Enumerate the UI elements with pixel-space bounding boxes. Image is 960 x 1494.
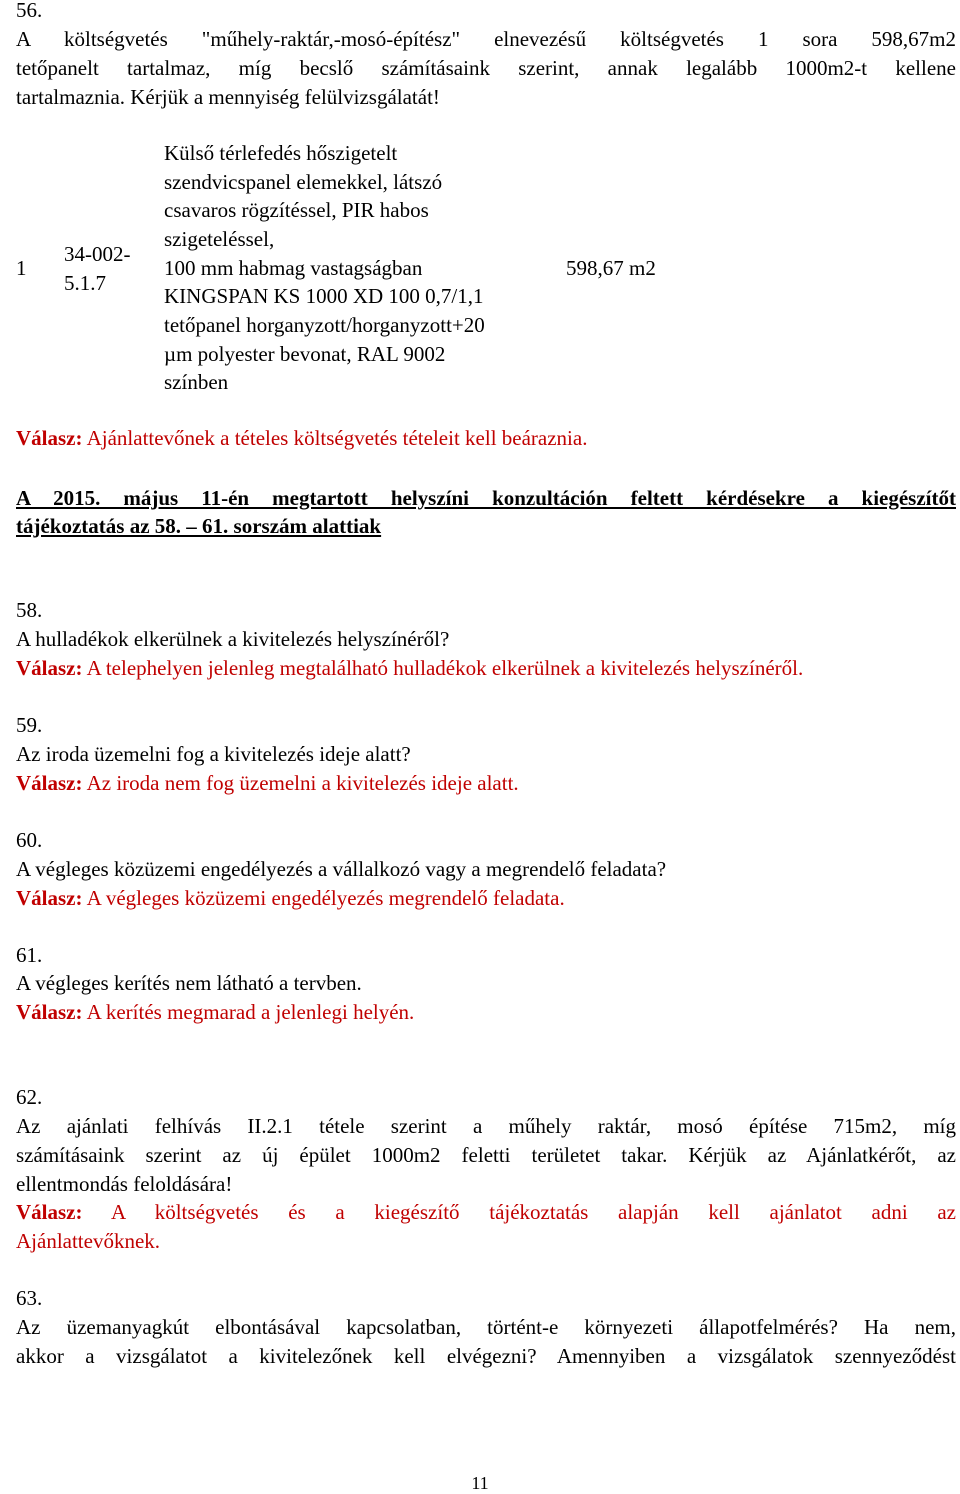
answer-text: A költségvetés és a kiegészítő tájékoztatás alapján kell ajánlatot adni az (111, 1200, 956, 1224)
section-heading-line1: A 2015. május 11-én megtartott helyszíni konzultáción feltett kérdésekre a kiegészítőt (16, 486, 956, 510)
q62-text-line2: számításaink szerint az új épület 1000m2 feletti területet takar. Kérjük az Ajánlatkérőt, az (16, 1143, 956, 1167)
q56-number: 56. (16, 0, 43, 22)
table-row-number: 1 (16, 256, 27, 280)
q59-question: Az iroda üzemelni fog a kivitelezés ideje alatt? (16, 742, 411, 766)
q61-number: 61. (16, 943, 43, 967)
q58-question: A hulladékok elkerülnek a kivitelezés helyszínéről? (16, 627, 450, 651)
table-description-line: KINGSPAN KS 1000 XD 100 0,7/1,1 (164, 284, 484, 308)
section-heading-line2: tájékoztatás az 58. – 61. sorszám alattiak (16, 514, 382, 538)
table-description-line: µm polyester bevonat, RAL 9002 (164, 342, 446, 366)
answer-label: Válasz: (16, 1000, 83, 1024)
q56-text-line3: tartalmaznia. Kérjük a mennyiség felülvizsgálatát! (16, 85, 440, 109)
q56-answer (16, 424, 956, 453)
q63-text-line2: akkor a vizsgálatot a kivitelezőnek kell elvégezni? Amennyiben a vizsgálatok szennyeződést (16, 1344, 956, 1368)
table-quantity: 598,67 m2 (566, 256, 656, 280)
page-number: 11 (471, 1473, 489, 1493)
table-description-line: 100 mm habmag vastagságban (164, 256, 423, 280)
q62-answer-line1 (16, 1198, 956, 1227)
q56-text-line1: A költségvetés "műhely-raktár,-mosó-építész" elnevezésű költségvetés 1 sora 598,67m2 (16, 27, 956, 51)
answer-text: A végleges közüzemi engedélyezés megrendelő feladata. (86, 886, 565, 910)
q63-text-line1: Az üzemanyagkút elbontásával kapcsolatban, történt-e környezeti állapotfelmérés? Ha nem, (16, 1315, 956, 1339)
q62-number: 62. (16, 1085, 43, 1109)
q61-question: A végleges kerítés nem látható a tervben. (16, 971, 362, 995)
answer-label: Válasz: (16, 426, 83, 450)
answer-text: A kerítés megmarad a jelenlegi helyén. (86, 1000, 415, 1024)
answer-label: Válasz: (16, 1200, 83, 1224)
q58-answer (16, 654, 956, 683)
q60-number: 60. (16, 828, 43, 852)
q62-answer-line2: Ajánlattevőknek. (16, 1229, 161, 1253)
q56-text-line2: tetőpanelt tartalmaz, míg becslő számításaink szerint, annak legalább 1000m2-t kellene (16, 56, 956, 80)
q59-answer (16, 769, 956, 798)
answer-text: Ajánlattevőnek a tételes költségvetés tételeit kell beáraznia. (86, 426, 588, 450)
q59-number: 59. (16, 713, 43, 737)
q61-answer (16, 998, 956, 1027)
table-description-line: tetőpanel horganyzott/horganyzott+20 (164, 313, 485, 337)
answer-label: Válasz: (16, 656, 83, 680)
table-code-line2: 5.1.7 (64, 271, 106, 295)
answer-label: Válasz: (16, 886, 83, 910)
q63-number: 63. (16, 1286, 43, 1310)
table-description-line: szendvicspanel elemekkel, látszó (164, 170, 443, 194)
table-description-line: szigeteléssel, (164, 227, 275, 251)
table-description-line: színben (164, 370, 229, 394)
table-code-line1: 34-002- (64, 242, 131, 266)
q60-question: A végleges közüzemi engedélyezés a vállalkozó vagy a megrendelő feladata? (16, 857, 667, 881)
q60-answer (16, 884, 956, 913)
answer-text: Az iroda nem fog üzemelni a kivitelezés ideje alatt. (86, 771, 519, 795)
answer-text: A telephelyen jelenleg megtalálható hulladékok elkerülnek a kivitelezés helyszínéről. (86, 656, 804, 680)
answer-label: Válasz: (16, 771, 83, 795)
table-description-line: Külső térlefedés hőszigetelt (164, 141, 398, 165)
q58-number: 58. (16, 598, 43, 622)
q62-text-line1: Az ajánlati felhívás II.2.1 tétele szerint a műhely raktár, mosó építése 715m2, míg (16, 1114, 956, 1138)
q62-text-line3: ellentmondás feloldására! (16, 1172, 233, 1196)
table-description-line: csavaros rögzítéssel, PIR habos (164, 198, 429, 222)
